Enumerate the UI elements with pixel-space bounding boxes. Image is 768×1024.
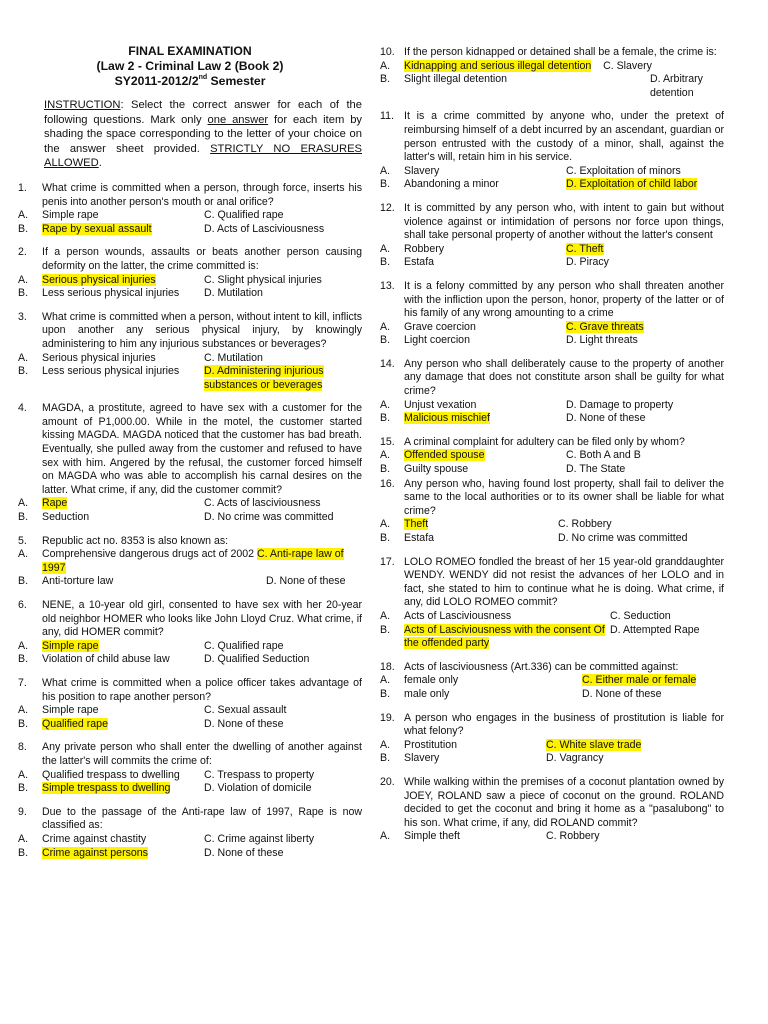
choice-c: C. Crime against liberty [204,832,315,845]
choice-d: D. None of these [266,575,346,588]
choice-c: C. Slight physical injuries [204,273,322,286]
choice-a: Acts of Lasciviousness [404,609,512,622]
left-column [18,44,362,870]
choice-c: C. Acts of lasciviousness [204,497,321,510]
choice-d [566,178,724,192]
question-5: 5. Republic act no. 8353 is also known as: A. Comprehensive dangerous drugs act of 2002 C. Anti-rape law of 1997 B. Anti-torture law D. None of these [18,535,362,589]
choice-a [404,449,566,463]
question-stem: What crime is committed when a person, without intent to kill, inflicts upon another any serious physical injury, by knowingly administering to him any injurious substances or beverages? [42,310,362,350]
highlighted-answer: C. White slave trade [546,738,642,751]
highlighted-answer: Acts of Lasciviousness with the consent Of the offended party [404,623,605,650]
highlighted-answer: Malicious mischief [404,412,490,425]
question-stem: What crime is committed when a police officer takes advantage of his position to rape another person? [42,676,362,703]
highlighted-answer: C. Grave threats [566,320,644,333]
choice-c: C. Seduction [610,609,671,622]
choice-c [566,321,724,335]
highlighted-answer: Rape by sexual assault [42,222,152,235]
highlighted-answer: Kidnapping and serious illegal detention [404,59,592,72]
choice-a: Slavery [404,164,440,177]
choice-a [42,640,204,654]
choice-b [42,718,204,732]
right-column [380,46,724,854]
choice-b [42,847,204,861]
choice-a: Grave coercion [404,320,476,333]
question-stem: Republic act no. 8353 is also known as: [42,534,229,547]
question-stem: It is a crime committed by anyone who, under the pretext of reimbursing himself of a debt incurred by an ascendant, guardian or person entrusted with the custody of a minor, shall, against the latter's will, retain him in his service. [404,110,724,164]
highlighted-answer: D. Exploitation of child labor [566,178,698,191]
choice-b [404,412,566,426]
question-stem: Any person who, having found lost property, shall fail to deliver the same to the local authorities or to its owner shall be liable for what crime? [404,477,724,517]
choice-d: D. Piracy [566,256,609,269]
choice-a: Robbery [404,242,445,255]
choice-d [204,365,362,392]
choice-a-c: Comprehensive dangerous drugs act of 2002 C. Anti-rape law of 1997 [42,548,344,574]
choice-d: D. None of these [204,717,284,730]
choice-d: D. None of these [566,412,646,425]
question-14: 14. Any person who shall deliberately cause to the property of another any damage that does not constitute arson shall be guilty for what crime? A. Unjust vexation D. Damage to property B. Malicious mischief D. None of these [380,357,724,425]
choice-d: D. Qualified Seduction [204,653,310,666]
choice-b: Anti-torture law [42,575,114,588]
highlighted-answer: C. Anti-rape law of 1997 [42,548,344,574]
choice-d: D. Mutilation [204,287,263,300]
choice-c [582,674,724,688]
question-16: 16. Any person who, having found lost property, shall fail to deliver the same to the local authorities or to its owner shall be liable for what crime? A. Theft C. Robbery B. Estafa D. No crime was committed [380,477,724,544]
choice-b: Light coercion [404,334,470,347]
choice-b: Estafa [404,256,435,269]
instruction-label: INSTRUCTION [44,99,121,111]
question-stem: Due to the passage of the Anti-rape law of 1997, Rape is now classified as: [42,805,362,832]
question-stem: MAGDA, a prostitute, agreed to have sex with a customer for the amount of P1,000.00. While in the motel, the customer started kissing MAGDA. MAGDA noticed that the customer has bad breath. Eventually, she pulled away from the customer and refused to have sex with him. Angered by the refusal, the customer forced himself on MAGDA who was able to accomplish his carnal desires on the latter. What crime, if any, did the customer commit? [42,402,362,496]
highlighted-answer: Simple trespass to dwelling [42,782,171,795]
choice-a [42,274,204,288]
question-8: 8. Any private person who shall enter the dwelling of another against the latter's will commits the crime of: A. Qualified trespass to dwelling C. Trespass to property B. Simple trespass to dwelling D. Violation of domicile [18,741,362,795]
choice-b: male only [404,687,450,700]
choice-d: D. Arbitrary detention [650,73,703,99]
choice-d: D. None of these [204,846,284,859]
choice-a [42,497,204,511]
choice-b: Estafa [404,532,435,544]
choice-b [42,782,204,796]
highlighted-answer: Rape [42,497,68,510]
highlighted-answer: Qualified rape [42,717,108,730]
choice-a: Qualified trespass to dwelling [42,768,180,781]
choice-c [546,739,724,753]
question-stem: It is committed by any person who, with intent to gain but without violence against or intimidation of persons nor force upon things, shall take personal property of another without the latter's consent [404,201,724,242]
question-13: 13. It is a felony committed by any person who shall threaten another with the infliction upon the person, honor, property of the latter or of his family of any wrong amounting to a crime A. Grave coercion C. Grave threats B. Light coercion D. Light threats [380,279,724,347]
highlighted-answer: Offended spouse [404,449,485,462]
choice-b: Seduction [42,511,90,524]
choice-c [566,243,724,257]
choice-c: C. Qualified rape [204,639,284,652]
question-19: 19. A person who engages in the business of prostitution is liable for what felony? A. Prostitution C. White slave trade B. Slavery D. Vagrancy [380,711,724,765]
highlighted-answer: Crime against persons [42,846,148,859]
choice-b: Slavery [404,752,440,765]
question-9: 9. Due to the passage of the Anti-rape law of 1997, Rape is now classified as: A. Crime against chastity C. Crime against liberty B. Crime against persons D. None of these [18,805,362,859]
question-3: 3. What crime is committed when a person, without intent to kill, inflicts upon another any serious physical injury, by knowingly administering to him any injurious substances or beverages? A. Serious physical injuries C. Mutilation B. Less serious physical injuries D. Administering injurious substances or beverages [18,310,362,391]
highlighted-answer: D. Administering injurious substances or beverages [204,365,324,391]
highlighted-answer: Theft [404,518,429,531]
choice-a: Simple theft [404,830,460,843]
question-10: 10. If the person kidnapped or detained shall be a female, the crime is: A. Kidnapping and serious illegal detention C. Slavery B. Slight illegal detention D. Arbitrary detention [380,46,724,100]
choice-c: C. Qualified rape [204,209,284,222]
exam-header [18,44,362,89]
question-stem: Any person who shall deliberately cause to the property of another any damage that does not constitute arson shall be guilty for what crime? [404,357,724,398]
choice-a: Unjust vexation [404,398,477,411]
choice-b [42,223,204,237]
question-stem: NENE, a 10-year old girl, consented to have sex with her 20-year old neighbor HOMER who looks like John Lloyd Cruz. What crime, if any, did HOMER commit? [42,599,362,639]
choice-d: D. Attempted Rape [610,623,700,636]
choice-b: Violation of child abuse law [42,653,170,666]
highlighted-answer: Simple rape [42,639,99,652]
question-stem: If the person kidnapped or detained shall be a female, the crime is: [404,46,717,58]
question-18: 18. Acts of lasciviousness (Art.336) can be committed against: A. female only C. Either male or female B. male only D. None of these [380,661,724,702]
question-stem: While walking within the premises of a coconut plantation owned by JOEY, ROLAND saw a piece of coconut on the ground. ROLAND decided to get the coconut and bring it home as a "pasalubong" to his son. What crime, if any, did ROLAND commit? [404,775,724,829]
choice-a: Serious physical injuries [42,351,156,364]
exam-subject: (Law 2 - Criminal Law 2 (Book 2) [96,59,284,73]
choice-b: Guilty spouse [404,463,469,476]
choice-d: D. The State [566,463,626,476]
choice-d: D. Violation of domicile [204,782,312,795]
choice-b: Slight illegal detention [404,73,508,86]
choice-b: Abandoning a minor [404,178,499,191]
question-17: 17. LOLO ROMEO fondled the breast of her 15 year-old granddaughter WENDY. WENDY did not resist the advances of her LOLO and in fact, she stated to him to continue what he is doing. What crime, if any, did LOLO ROMEO commit? A. Acts of Lasciviousness C. Seduction B. Acts of Lasciviousness with the consent Of the offended party D. Attempted Rape [380,555,724,650]
question-stem: If a person wounds, assaults or beats another person causing deformity on the latter, the crime committed is: [42,246,362,272]
exam-term: SY2011-2012/2nd Semester [114,74,266,88]
choice-d: D. None of these [582,687,662,700]
choice-c: C. Robbery [558,518,612,531]
question-15: 15. A criminal complaint for adultery can be filed only by whom? A. Offended spouse C. Both A and B B. Guilty spouse D. The State [380,436,724,477]
choice-a: Simple rape [42,704,99,717]
choice-a: female only [404,674,459,687]
choice-c: C. Exploitation of minors [566,164,681,177]
choice-c: C. Trespass to property [204,768,315,781]
question-stem: A criminal complaint for adultery can be filed only by whom? [404,435,685,448]
choice-d: D. Light threats [566,334,638,347]
question-7: 7. What crime is committed when a police officer takes advantage of his position to rape another person? A. Simple rape C. Sexual assault B. Qualified rape D. None of these [18,676,362,730]
question-4: 4. MAGDA, a prostitute, agreed to have sex with a customer for the amount of P1,000.00. While in the motel, the customer started kissing MAGDA. MAGDA noticed that the customer has bad breath. Eventually, she pulled away from the customer and refused to have sex with him. Angered by the refusal, the customer forced himself on MAGDA who was able to accomplish his carnal desires on the latter. What crime, if any, did the customer commit? A. Rape C. Acts of lasciviousness B. Seduction D. No crime was committed [18,402,362,524]
question-stem: It is a felony committed by any person who shall threaten another with the infliction upon the person, honor, property of the latter or of his family of any wrong amounting to a crime [404,279,724,320]
question-20: 20. While walking within the premises of a coconut plantation owned by JOEY, ROLAND saw a piece of coconut on the ground. ROLAND decided to get the coconut and bring it home as a "pasalubong" to his son. What crime, if any, did ROLAND commit? A. Simple theft C. Robbery [380,775,724,843]
choice-b [404,624,610,651]
choice-a [404,518,558,532]
choice-a: Crime against chastity [42,832,147,845]
choice-c: D. Damage to property [566,398,674,411]
choice-d: D. No crime was committed [558,532,688,544]
highlighted-answer: C. Either male or female [582,674,697,687]
question-stem: What crime is committed when a person, through force, inserts his penis into another person's mouth or anal orifice? [42,181,362,208]
choice-d: D. Acts of Lasciviousness [204,222,325,235]
choice-d: D. No crime was committed [204,511,334,524]
question-stem: Any private person who shall enter the dwelling of another against the latter's will commits the crime of: [42,741,362,767]
question-2: 2. If a person wounds, assaults or beats another person causing deformity on the latter, the crime committed is: A. Serious physical injuries C. Slight physical injuries B. Less serious physical injuries D. Mutilation [18,246,362,300]
exam-title: FINAL EXAMINATION [128,44,252,58]
choice-d: D. Vagrancy [546,752,604,765]
question-6: 6. NENE, a 10-year old girl, consented to have sex with her 20-year old neighbor HOMER who looks like John Lloyd Cruz. What crime, if any, did HOMER commit? A. Simple rape C. Qualified rape B. Violation of child abuse law D. Qualified Seduction [18,599,362,666]
question-stem: Acts of lasciviousness (Art.336) can be committed against: [404,660,679,673]
highlighted-answer: C. Theft [566,242,604,255]
question-12: 12. It is committed by any person who, with intent to gain but without violence against or intimidation of persons nor force upon things, shall take personal property of another without the latter's consent A. Robbery C. Theft B. Estafa D. Piracy [380,201,724,269]
question-stem: LOLO ROMEO fondled the breast of her 15 year-old granddaughter WENDY. WENDY did not resist the advances of her LOLO and in fact, she stated to him to continue what he is doing. What crime, if any, did LOLO ROMEO commit? [404,555,724,609]
choice-a-c: Kidnapping and serious illegal detention C. Slavery [404,59,652,72]
question-11: 11. It is a crime committed by anyone who, under the pretext of reimbursing himself of a debt incurred by an ascendant, guardian or person entrusted with the custody of a minor, shall, against the latter's will, retain him in his service. A. Slavery C. Exploitation of minors B. Abandoning a minor D. Exploitation of child labor [380,110,724,191]
choice-c: C. Both A and B [566,449,641,462]
choice-b: Less serious physical injuries [42,365,180,378]
choice-b: Less serious physical injuries [42,287,180,300]
choice-a: Simple rape [42,209,99,222]
instruction-block: INSTRUCTION: Select the correct answer for each of the following questions. Mark only one answer for each item by shading the space corresponding to the letter of your choice on the answer sheet provided. STRICTLY NO ERASURES ALLOWED. [44,99,363,170]
question-1: 1. What crime is committed when a person, through force, inserts his penis into another person's mouth or anal orifice? A. Simple rape C. Qualified rape B. Rape by sexual assault D. Acts of Lasciviousness [18,181,362,235]
choice-c: C. Robbery [546,830,600,843]
question-stem: A person who engages in the business of prostitution is liable for what felony? [404,711,724,738]
highlighted-answer: Serious physical injuries [42,273,156,286]
choice-c: C. Mutilation [204,351,263,364]
choice-a: Prostitution [404,738,457,751]
choice-c: C. Sexual assault [204,704,287,717]
